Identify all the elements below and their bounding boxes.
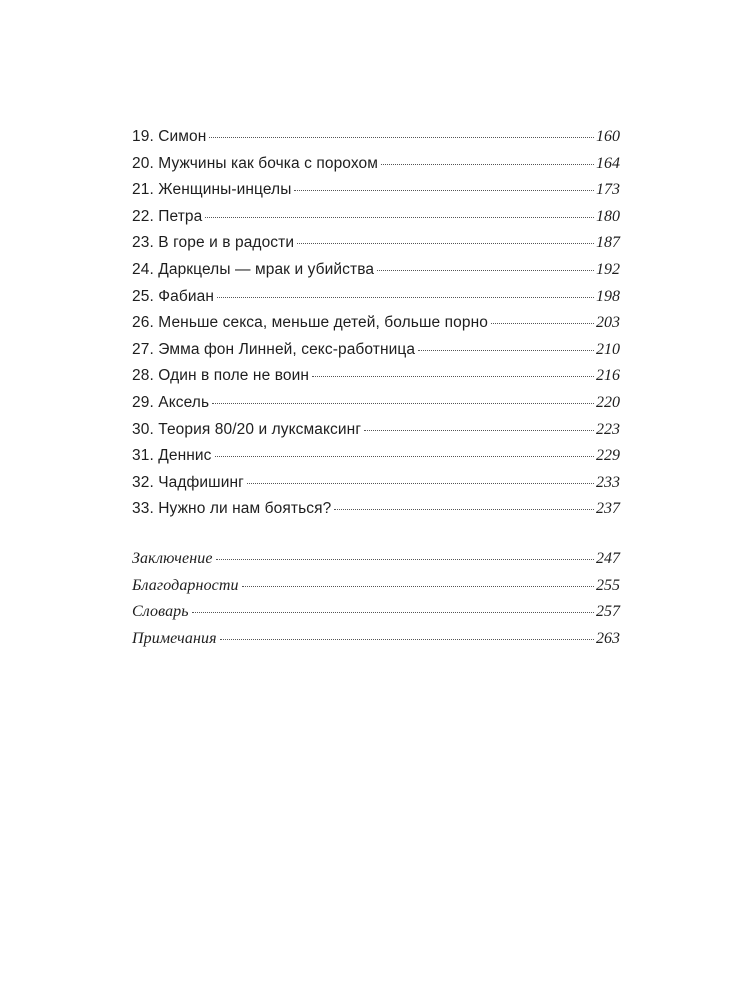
dot-leader — [242, 586, 594, 587]
dot-leader — [212, 403, 594, 404]
toc-entry-page-number: 210 — [596, 340, 620, 358]
toc-entry-page-number: 216 — [596, 367, 620, 385]
toc-entry-title: Словарь — [132, 603, 189, 621]
dot-leader — [209, 137, 594, 138]
toc-entry — [132, 363, 620, 390]
toc-entry — [132, 546, 620, 573]
toc-entry — [132, 573, 620, 600]
toc-entry-page-number: 237 — [596, 500, 620, 518]
toc-entry-page-number: 255 — [596, 576, 620, 594]
toc-entry-title: 31. Деннис — [132, 447, 212, 465]
toc-entry-page-number: 247 — [596, 550, 620, 567]
toc-entry-page-number: 192 — [596, 260, 620, 278]
toc-entry — [132, 337, 620, 364]
dot-leader — [297, 243, 594, 244]
toc-entry-title: 25. Фабиан — [132, 287, 214, 305]
toc-entry — [132, 257, 620, 284]
toc-entry-page-number: 180 — [596, 207, 620, 225]
toc-entry-title: 23. В горе и в радости — [132, 234, 295, 252]
toc-entry — [132, 310, 620, 337]
table-of-contents-chapters — [132, 124, 620, 523]
dot-leader — [192, 612, 594, 613]
toc-entry-title: Благодарности — [132, 576, 239, 594]
dot-leader — [220, 639, 594, 640]
toc-entry-page-number: 164 — [596, 154, 620, 172]
toc-entry-page-number: 220 — [596, 393, 620, 411]
dot-leader — [377, 270, 594, 271]
toc-entry-title: 20. Мужчины как бочка с порохом — [132, 154, 378, 172]
toc-entry-title: 26. Меньше секса, меньше детей, больше порно — [132, 314, 488, 332]
toc-entry-title: 29. Аксель — [132, 393, 210, 411]
dot-leader — [217, 297, 594, 298]
toc-entry — [132, 443, 620, 470]
toc-entry-page-number: 198 — [596, 287, 620, 305]
toc-entry-title: Примечания — [132, 629, 217, 647]
toc-entry-title: 24. Даркцелы — мрак и убийства — [132, 260, 375, 278]
toc-entry-page-number: 203 — [596, 314, 620, 332]
toc-entry — [132, 390, 620, 417]
dot-leader — [491, 323, 594, 324]
toc-entry-title: 27. Эмма фон Линней, секс-работница — [132, 340, 416, 358]
dot-leader — [381, 164, 594, 165]
dot-leader — [364, 430, 594, 431]
toc-entry — [132, 599, 620, 626]
toc-entry-title: 19. Симон — [132, 128, 207, 145]
toc-entry — [132, 626, 620, 653]
toc-entry — [132, 151, 620, 178]
dot-leader — [334, 509, 594, 510]
table-of-contents-back-matter — [132, 546, 620, 652]
dot-leader — [418, 350, 594, 351]
toc-entry-page-number: 160 — [596, 128, 620, 145]
toc-entry-title: Заключение — [132, 550, 213, 567]
toc-entry — [132, 496, 620, 523]
toc-entry-page-number: 233 — [596, 473, 620, 491]
toc-entry-page-number: 223 — [596, 420, 620, 438]
dot-leader — [216, 559, 594, 560]
toc-entry-title: 21. Женщины-инцелы — [132, 181, 292, 199]
dot-leader — [312, 376, 594, 377]
toc-entry — [132, 124, 620, 151]
toc-entry — [132, 230, 620, 257]
toc-entry — [132, 470, 620, 497]
toc-entry — [132, 284, 620, 311]
toc-entry — [132, 204, 620, 231]
toc-entry-page-number: 187 — [596, 234, 620, 252]
dot-leader — [215, 456, 595, 457]
toc-entry-page-number: 263 — [596, 629, 620, 647]
toc-entry-title: 33. Нужно ли нам бояться? — [132, 500, 332, 518]
dot-leader — [205, 217, 594, 218]
dot-leader — [247, 483, 594, 484]
toc-entry — [132, 417, 620, 444]
dot-leader — [294, 190, 594, 191]
toc-entry-title: 32. Чадфишинг — [132, 473, 244, 491]
toc-entry-page-number: 257 — [596, 603, 620, 621]
toc-entry-title: 30. Теория 80/20 и луксмаксинг — [132, 420, 362, 438]
toc-entry-title: 28. Один в поле не воин — [132, 367, 310, 385]
toc-entry — [132, 177, 620, 204]
toc-entry-page-number: 173 — [596, 181, 620, 199]
toc-entry-page-number: 229 — [596, 447, 620, 465]
toc-entry-title: 22. Петра — [132, 207, 203, 225]
